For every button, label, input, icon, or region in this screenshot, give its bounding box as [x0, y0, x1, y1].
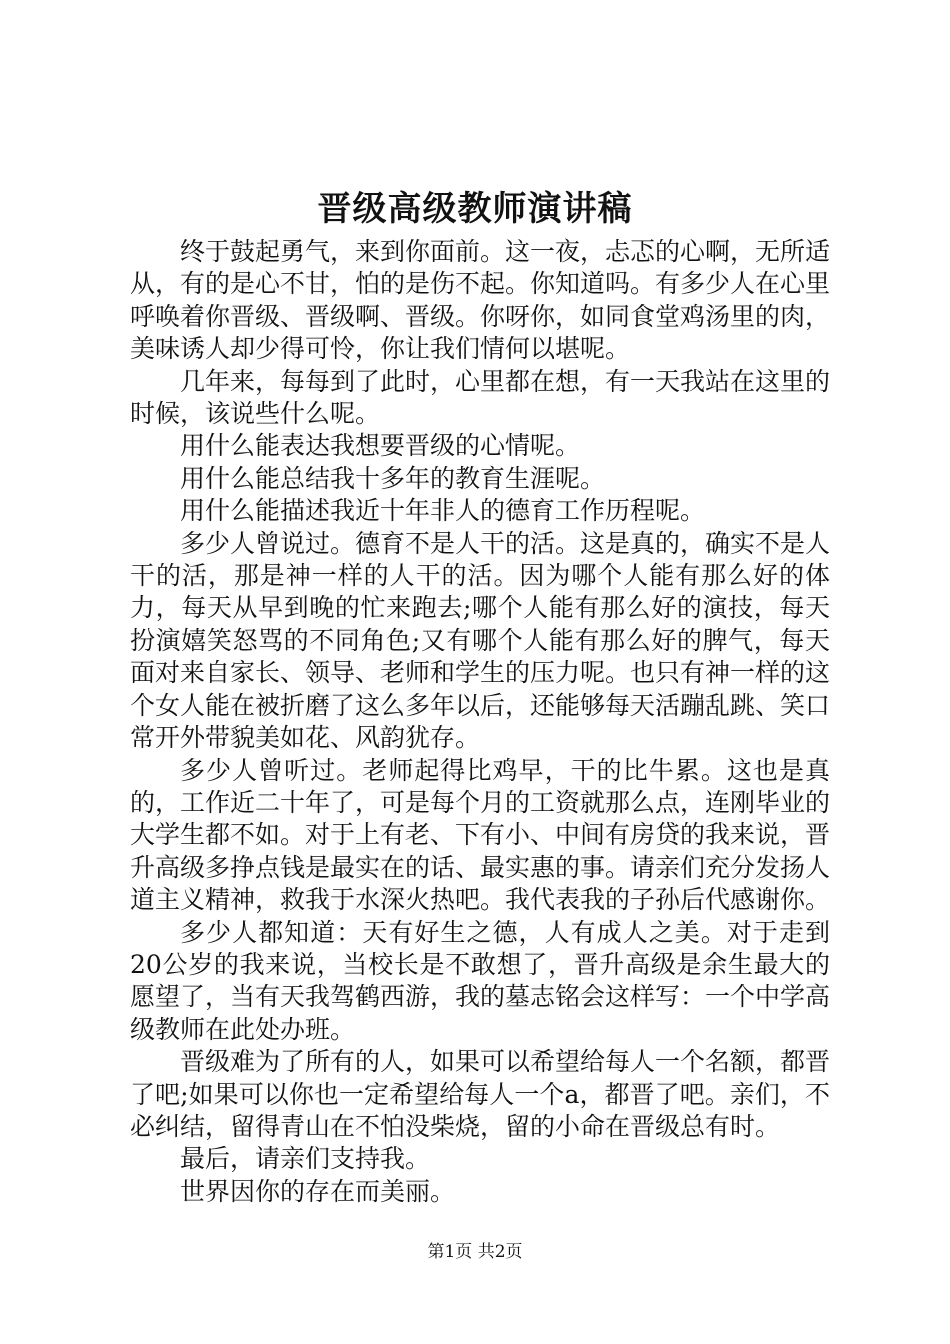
paragraph: 多少人曾说过。德育不是人干的活。这是真的，确实不是人干的活，那是神一样的人干的活。因为哪个人能有那么好的体力，每天从早到晚的忙来跑去;哪个人能有那么好的演技，每天扮演嬉笑怒骂的不同角色;又有哪个人能有那么好的脾气，每天面对来自家长、领导、老师和学生的压力呢。也只有神一样的这个女人能在被折磨了这么多年以后，还能够每天活蹦乱跳、笑口常开外带貌美如花、风韵犹存。 — [130, 528, 831, 753]
paragraph: 晋级难为了所有的人，如果可以希望给每人一个名额，都晋了吧;如果可以你也一定希望给每人一个a，都晋了吧。亲们，不必纠结，留得青山在不怕没柴烧，留的小命在晋级总有时。 — [130, 1047, 831, 1141]
paragraph: 用什么能表达我想要晋级的心情呢。 — [180, 431, 581, 461]
paragraph: 最后，请亲们支持我。 — [180, 1144, 431, 1174]
paragraph: 世界因你的存在而美丽。 — [180, 1176, 456, 1206]
paragraph: 多少人都知道：天有好生之德，人有成人之美。对于走到20公岁的我来说，当校长是不敢想了，晋升高级是余生最大的愿望了，当有天我驾鹤西游，我的墓志铭会这样写：一个中学高级教师在此处办班。 — [130, 917, 831, 1044]
paragraph: 多少人曾听过。老师起得比鸡早，干的比牛累。这也是真的，工作近二十年了，可是每个月的工资就那么点，连刚毕业的大学生都不如。对于上有老、下有小、中间有房贷的我来说，晋升高级多挣点钱是最实在的话、最实惠的事。请亲们充分发扬人道主义精神，救我于水深火热吧。我代表我的子孙后代感谢你。 — [130, 755, 831, 915]
paragraph: 几年来，每每到了此时，心里都在想，有一天我站在这里的时候，该说些什么呢。 — [130, 366, 831, 429]
paragraph: 用什么能总结我十多年的教育生涯呢。 — [180, 463, 606, 493]
page-number-footer: 第1页 共2页 — [427, 1242, 523, 1262]
paragraph: 终于鼓起勇气，来到你面前。这一夜，忐忑的心啊，无所适从，有的是心不甘，怕的是伤不起。你知道吗。有多少人在心里呼唤着你晋级、晋级啊、晋级。你呀你，如同食堂鸡汤里的肉，美味诱人却少得可怜，你让我们情何以堪呢。 — [130, 237, 831, 364]
document-title: 晋级高级教师演讲稿 — [317, 189, 633, 229]
document-body — [130, 236, 830, 1208]
paragraph: 用什么能描述我近十年非人的德育工作历程呢。 — [180, 496, 706, 526]
